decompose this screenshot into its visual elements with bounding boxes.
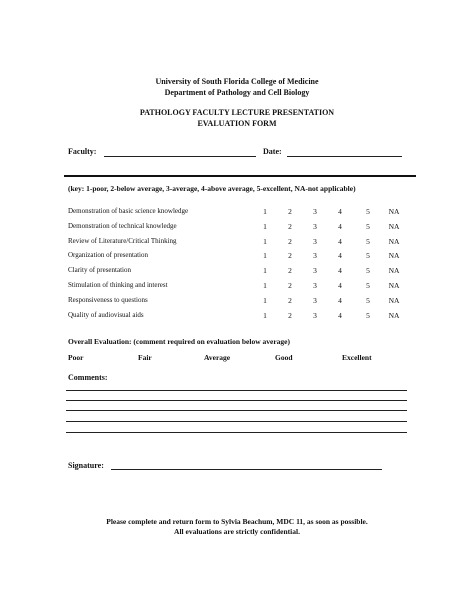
date-field-line[interactable] bbox=[287, 156, 402, 157]
date-label: Date: bbox=[263, 147, 282, 156]
criterion-label: Quality of audiovisual aids bbox=[68, 310, 144, 319]
criterion-label: Responsiveness to questions bbox=[68, 295, 148, 304]
overall-option-poor[interactable]: Poor bbox=[68, 353, 84, 362]
rating-option[interactable]: NA bbox=[388, 281, 400, 290]
comment-line-3[interactable] bbox=[66, 410, 407, 411]
rating-option[interactable]: 3 bbox=[313, 207, 317, 216]
rating-option[interactable]: 4 bbox=[338, 266, 342, 276]
institution-name: University of South Florida College of Medicine bbox=[155, 77, 319, 86]
comment-line-2[interactable] bbox=[66, 400, 407, 401]
rating-option[interactable]: 1 bbox=[263, 295, 267, 305]
rating-option[interactable]: 5 bbox=[366, 236, 370, 246]
rating-option[interactable]: 5 bbox=[366, 281, 370, 290]
rating-option[interactable]: 4 bbox=[338, 295, 342, 305]
footer-instructions: Please complete and return form to Sylvia Beachum, MDC 11, as soon as possible. bbox=[106, 517, 368, 526]
rating-option[interactable]: 4 bbox=[338, 221, 342, 231]
rating-option[interactable]: 5 bbox=[366, 207, 370, 216]
rating-option[interactable]: 5 bbox=[366, 310, 370, 320]
rating-key: (key: 1-poor, 2-below average, 3-average, 4-above average, 5-excellent, NA-not applicable) bbox=[68, 184, 356, 193]
rating-option[interactable]: 3 bbox=[313, 236, 317, 246]
rating-option[interactable]: NA bbox=[388, 236, 400, 246]
criterion-label: Organization of presentation bbox=[68, 251, 148, 260]
rating-option[interactable]: 3 bbox=[313, 251, 317, 261]
rating-option[interactable]: 2 bbox=[288, 310, 292, 320]
rating-option[interactable]: 5 bbox=[366, 295, 370, 305]
rating-option[interactable]: 2 bbox=[288, 266, 292, 276]
rating-option[interactable]: 4 bbox=[338, 251, 342, 261]
comment-line-5[interactable] bbox=[66, 432, 407, 433]
rating-option[interactable]: 3 bbox=[313, 266, 317, 276]
rating-option[interactable]: 1 bbox=[263, 310, 267, 320]
criterion-label: Stimulation of thinking and interest bbox=[68, 281, 168, 289]
criterion-label: Demonstration of basic science knowledge bbox=[68, 207, 189, 215]
criterion-label: Review of Literature/Critical Thinking bbox=[68, 236, 177, 245]
rating-option[interactable]: 3 bbox=[313, 310, 317, 320]
department-name: Department of Pathology and Cell Biology bbox=[164, 88, 310, 97]
rating-option[interactable]: 1 bbox=[263, 221, 267, 231]
rating-option[interactable]: 2 bbox=[288, 221, 292, 231]
criterion-label: Demonstration of technical knowledge bbox=[68, 221, 177, 230]
rating-option[interactable]: 4 bbox=[338, 310, 342, 320]
rating-option[interactable]: NA bbox=[388, 251, 400, 261]
rating-option[interactable]: 1 bbox=[263, 251, 267, 261]
rating-option[interactable]: NA bbox=[388, 207, 400, 216]
comment-line-1[interactable] bbox=[66, 390, 407, 391]
overall-option-average[interactable]: Average bbox=[204, 353, 231, 362]
rating-option[interactable]: 3 bbox=[313, 281, 317, 290]
rating-option[interactable]: 2 bbox=[288, 207, 292, 216]
overall-option-excellent[interactable]: Excellent bbox=[342, 353, 372, 362]
rating-option[interactable]: 2 bbox=[288, 236, 292, 246]
faculty-field-line[interactable] bbox=[104, 156, 256, 157]
rating-option[interactable]: 5 bbox=[366, 221, 370, 231]
form-title-line2: EVALUATION FORM bbox=[197, 119, 277, 128]
rating-option[interactable]: 5 bbox=[366, 251, 370, 261]
rating-option[interactable]: 3 bbox=[313, 221, 317, 231]
rating-option[interactable]: 5 bbox=[366, 266, 370, 276]
rating-option[interactable]: NA bbox=[388, 221, 400, 231]
rating-option[interactable]: 3 bbox=[313, 295, 317, 305]
rating-option[interactable]: 1 bbox=[263, 266, 267, 276]
rating-option[interactable]: 1 bbox=[263, 236, 267, 246]
signature-field-line[interactable] bbox=[111, 469, 382, 470]
footer-confidential: All evaluations are strictly confidential. bbox=[174, 527, 300, 536]
overall-option-good[interactable]: Good bbox=[275, 353, 293, 362]
rating-option[interactable]: 1 bbox=[263, 207, 267, 216]
overall-evaluation-heading: Overall Evaluation: (comment required on evaluation below average) bbox=[68, 337, 290, 346]
criterion-label: Clarity of presentation bbox=[68, 266, 131, 275]
rating-option[interactable]: 1 bbox=[263, 281, 267, 290]
rating-option[interactable]: NA bbox=[388, 266, 400, 276]
rating-option[interactable]: 4 bbox=[338, 281, 342, 290]
comments-label: Comments: bbox=[68, 373, 108, 382]
form-title-line1: PATHOLOGY FACULTY LECTURE PRESENTATION bbox=[139, 108, 335, 117]
rating-option[interactable]: NA bbox=[388, 295, 400, 305]
overall-option-fair[interactable]: Fair bbox=[138, 353, 152, 362]
comment-line-4[interactable] bbox=[66, 421, 407, 422]
section-divider bbox=[64, 175, 416, 177]
rating-option[interactable]: 2 bbox=[288, 281, 292, 290]
rating-option[interactable]: 4 bbox=[338, 236, 342, 246]
signature-label: Signature: bbox=[68, 461, 104, 470]
rating-option[interactable]: 2 bbox=[288, 251, 292, 261]
rating-option[interactable]: 4 bbox=[338, 207, 342, 216]
rating-option[interactable]: 2 bbox=[288, 295, 292, 305]
rating-option[interactable]: NA bbox=[388, 310, 400, 320]
faculty-label: Faculty: bbox=[68, 147, 97, 156]
